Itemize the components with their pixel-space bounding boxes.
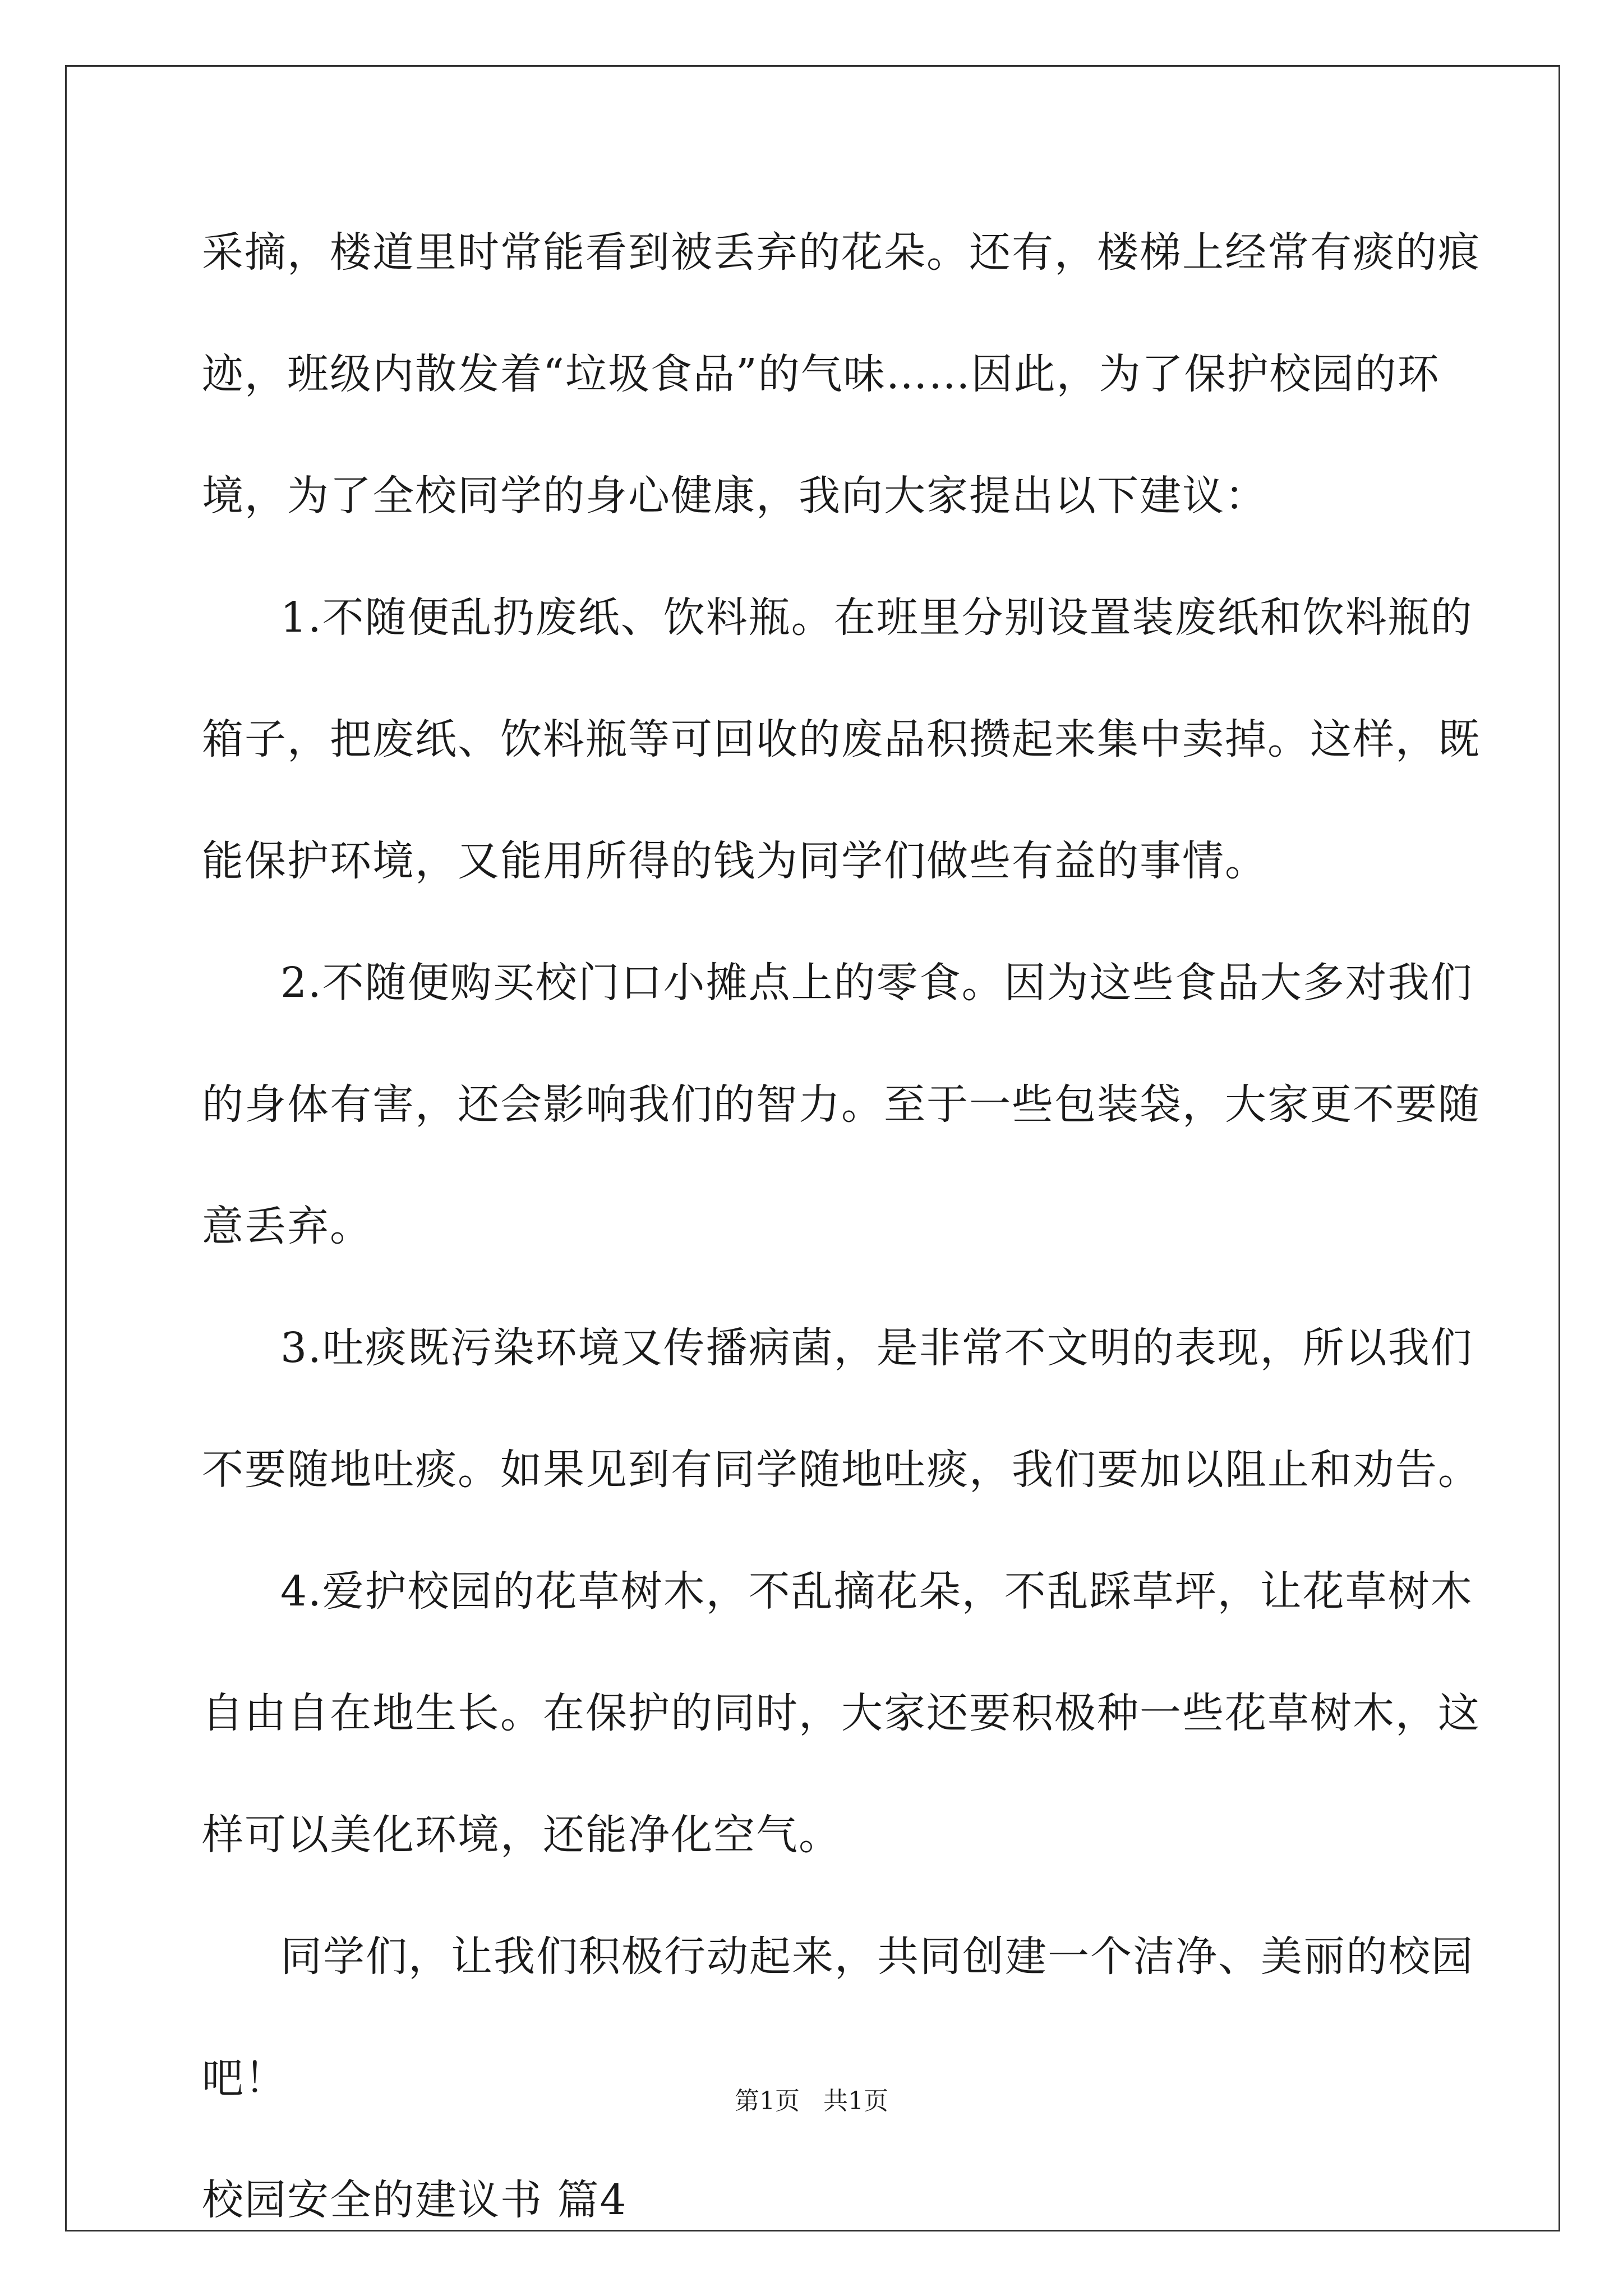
text-line: 自由自在地生长。在保护的同时，大家还要积极种一些花草树木，这: [202, 1689, 1481, 1737]
text-line: 同学们，让我们积极行动起来，共同创建一个洁净、美丽的校园: [280, 1932, 1474, 1981]
text-line: 2.不随便购买校门口小摊点上的零食。因为这些食品大多对我们: [280, 959, 1473, 1007]
text-line: 迹，班级内散发着“垃圾食品”的气味……因此，为了保护校园的环: [202, 350, 1440, 398]
document-body: [202, 210, 1481, 2265]
text-line: 采摘，楼道里时常能看到被丢弃的花朵。还有，楼梯上经常有痰的痕: [202, 228, 1481, 277]
text-line: 3.吐痰既污染环境又传播病菌，是非常不文明的表现，所以我们: [280, 1324, 1473, 1372]
text-line: 吧！: [202, 2054, 287, 2102]
paragraph-lines: [202, 210, 1481, 2158]
text-line: 意丢弃。: [202, 1202, 372, 1250]
text-line: 能保护环境，又能用所得的钱为同学们做些有益的事情。: [202, 837, 1267, 885]
page-number-footer: 第1页 共1页: [735, 2087, 888, 2115]
text-line: 样可以美化环境，还能净化空气。: [202, 1811, 841, 1859]
text-line: 的身体有害，还会影响我们的智力。至于一些包装袋，大家更不要随: [202, 1080, 1481, 1129]
text-line: 不要随地吐痰。如果见到有同学随地吐痰，我们要加以阻止和劝告。: [202, 1446, 1481, 1494]
section-heading: 校园安全的建议书 篇4: [202, 2176, 628, 2224]
text-line: 境，为了全校同学的身心健康，我向大家提出以下建议：: [202, 472, 1267, 520]
text-line: 4.爱护校园的花草树木，不乱摘花朵，不乱踩草坪，让花草树木: [280, 1567, 1473, 1616]
text-line: 1.不随便乱扔废纸、饮料瓶。在班里分别设置装废纸和饮料瓶的: [280, 593, 1473, 642]
text-line: 箱子，把废纸、饮料瓶等可回收的废品积攒起来集中卖掉。这样，既: [202, 715, 1481, 763]
